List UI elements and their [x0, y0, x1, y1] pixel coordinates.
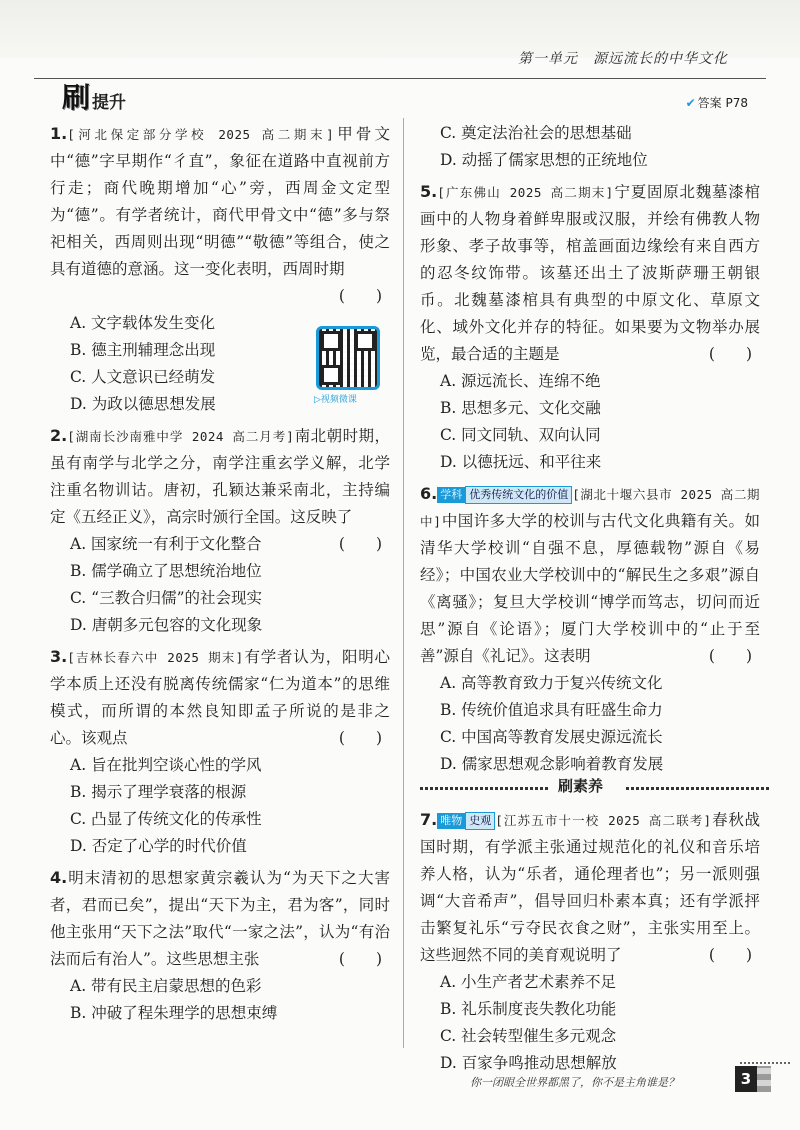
topic-tag-label: 优秀传统文化的价值 [465, 486, 572, 504]
option-d: D. 唐朝多元包容的文化现象 [70, 616, 263, 634]
option-c: C. 社会转型催生多元观念 [440, 1027, 617, 1045]
column-divider [403, 118, 404, 1048]
option-d: D. 否定了心学的时代价值 [70, 837, 247, 855]
answer-blank: ( ) [708, 345, 752, 363]
question-text: 春秋战国时期，有学派主张通过规范化的礼仪和音乐培养人格，认为“乐者，通伦理者也”；另一派则强调“大音希声”，倡导回归朴素本真；还有学派抨击繁复礼乐“亏夺民衣食之财”，主张实用至上。这些迥然不同的美育观说明了 [420, 811, 760, 964]
question-number: 4. [50, 868, 68, 887]
question-source: [河北保定部分学校 2025 高二期末] [67, 127, 335, 142]
option-d: D. 儒家思想观念影响着教育发展 [440, 755, 664, 773]
option-c: C. 奠定法治社会的思想基础 [440, 124, 632, 142]
question-7 [420, 806, 760, 1077]
question-number: 1. [50, 124, 68, 143]
question-number: 5. [420, 182, 438, 201]
question-4 [50, 864, 390, 1027]
question-text: 南北朝时期，虽有南学与北学之分，南学注重玄学义解，北学注重名物训诂。唐初，孔颖达兼采南北，主持编定《五经正义》，高宗时颁行全国。这反映了 [50, 427, 390, 526]
footer-dotted-rule [740, 1062, 790, 1064]
option-c: C. 中国高等教育发展史源远流长 [440, 728, 663, 746]
option-a: A. 高等教育致力于复兴传统文化 [440, 674, 663, 692]
page-corner-decoration [757, 1066, 771, 1092]
question-number: 2. [50, 426, 68, 445]
question-source: [湖北十堰六县市 2025 高二期中] [420, 487, 760, 529]
answer-blank: ( ) [338, 287, 382, 305]
option-a: A. 旨在批判空谈心性的学风 [70, 756, 262, 774]
question-6 [420, 480, 760, 778]
option-b: B. 礼乐制度丧失教化功能 [440, 1000, 617, 1018]
question-text: 明末清初的思想家黄宗羲认为“为天下之大害者，君而已矣”，提出“天下为主，君为客”，同时他主张用“天下之法”取代“一家之法”，认为“有治法而后有治人”。这些思想主张 [50, 869, 390, 968]
answer-blank: ( ) [338, 950, 382, 968]
option-b: B. 思想多元、文化交融 [440, 399, 601, 417]
answer-blank: ( ) [338, 535, 382, 553]
option-b: B. 揭示了理学衰落的根源 [70, 783, 247, 801]
option-a: A. 文字载体发生变化 [70, 314, 216, 332]
option-b: B. 德主刑辅理念出现 [70, 341, 216, 359]
footer-slogan: 你一闭眼全世界都黑了，你不是主角谁是？ [470, 1076, 679, 1089]
question-source: [湖南长沙南雅中学 2024 高二月考] [67, 429, 295, 444]
topic-tag-label: 史观 [465, 812, 495, 830]
question-text: 有学者认为，阳明心学本质上还没有脱离传统儒家“仁为道本”的思维模式，而所谓的本然良知即孟子所说的是非之心。该观点 [50, 648, 390, 747]
question-number: 6. [420, 484, 438, 503]
option-c: C. 人文意识已经萌发 [70, 368, 216, 386]
question-text: 中国许多大学的校训与古代文化典籍有关。如清华大学校训“自强不息，厚德载物”源自《易经》；中国农业大学校训中的“解民生之多艰”源自《离骚》；复旦大学校训“博学而笃志，切问而近思”源自《论语》；厦门大学校训中的“止于至善”源自《礼记》。这表明 [420, 512, 760, 665]
option-a: A. 源远流长、连绵不绝 [440, 372, 601, 390]
option-d: D. 动摇了儒家思想的正统地位 [440, 151, 648, 169]
answer-blank: ( ) [338, 729, 382, 747]
header-rule [34, 78, 766, 79]
question-number: 7. [420, 810, 438, 829]
section-logo [62, 81, 127, 116]
option-c: C. “三教合归儒”的社会现实 [70, 589, 263, 607]
option-a: A. 小生产者艺术素养不足 [440, 973, 617, 991]
checkmark-icon: ✔ [685, 96, 696, 110]
answer-blank: ( ) [708, 647, 752, 665]
option-d: D. 百家争鸣推动思想解放 [440, 1054, 617, 1072]
answer-blank: ( ) [708, 946, 752, 964]
answer-reference-text: 答案 P78 [697, 96, 748, 110]
question-text: 甲骨文中“德”字早期作“彳直”，象征在道路中直视前方行走；商代晚期增加“心”旁，西周金文定型为“德”。有学者统计，商代甲骨文中“德”多与祭祀相关，西周则出现“明德”“敬德”等组合，使之具有道德的意涵。这一变化表明，西周时期 [50, 125, 390, 278]
option-b: B. 儒学确立了思想统治地位 [70, 562, 262, 580]
question-source: [江苏五市十一校 2025 高二联考] [495, 813, 712, 828]
question-3 [50, 643, 390, 860]
video-lesson-label: ▷视频微课 [314, 395, 357, 405]
section-logo-small: 提升 [92, 93, 127, 113]
question-source: [广东佛山 2025 高二期末] [437, 185, 614, 200]
question-2 [50, 422, 390, 639]
question-text: 宁夏固原北魏墓漆棺画中的人物身着鲜卑服或汉服，并绘有佛教人物形象、孝子故事等，棺盖画面边缘绘有来自西方的忍冬纹饰带。该墓还出土了波斯萨珊王朝银币。北魏墓漆棺具有典型的中原文化、草原文化、域外文化并存的特征。如果要为文物举办展览，最合适的主题是 [420, 183, 760, 363]
question-source: [吉林长春六中 2025 期末] [67, 650, 244, 665]
page-number: 3 [735, 1066, 757, 1092]
right-column-lower [420, 806, 760, 1081]
topic-tag: 学科 [437, 487, 465, 503]
question-number: 3. [50, 647, 68, 666]
suyang-section-header [420, 775, 770, 801]
option-d: D. 以德抚远、和平往来 [440, 453, 602, 471]
option-c: C. 凸显了传统文化的传承性 [70, 810, 262, 828]
option-c: C. 同文同轨、双向认同 [440, 426, 601, 444]
option-a: A. 带有民主启蒙思想的色彩 [70, 977, 262, 995]
right-column [420, 120, 760, 782]
topic-tag: 唯物 [437, 813, 465, 829]
option-d: D. 为政以德思想发展 [70, 395, 216, 413]
question-5 [420, 178, 760, 476]
unit-title: 第一单元 源远流长的中华文化 [518, 51, 728, 67]
option-b: B. 传统价值追求具有旺盛生命力 [440, 701, 663, 719]
question-4-continued [420, 120, 760, 174]
qr-code-icon [316, 326, 380, 390]
option-a: A. 国家统一有利于文化整合 [70, 535, 262, 553]
section-logo-big: 刷 [62, 81, 91, 114]
video-qr-code[interactable] [314, 326, 382, 404]
option-b: B. 冲破了程朱理学的思想束缚 [70, 1004, 278, 1022]
answer-reference [686, 94, 748, 111]
left-column [50, 120, 390, 1031]
suyang-label: 刷素养 [558, 777, 604, 795]
